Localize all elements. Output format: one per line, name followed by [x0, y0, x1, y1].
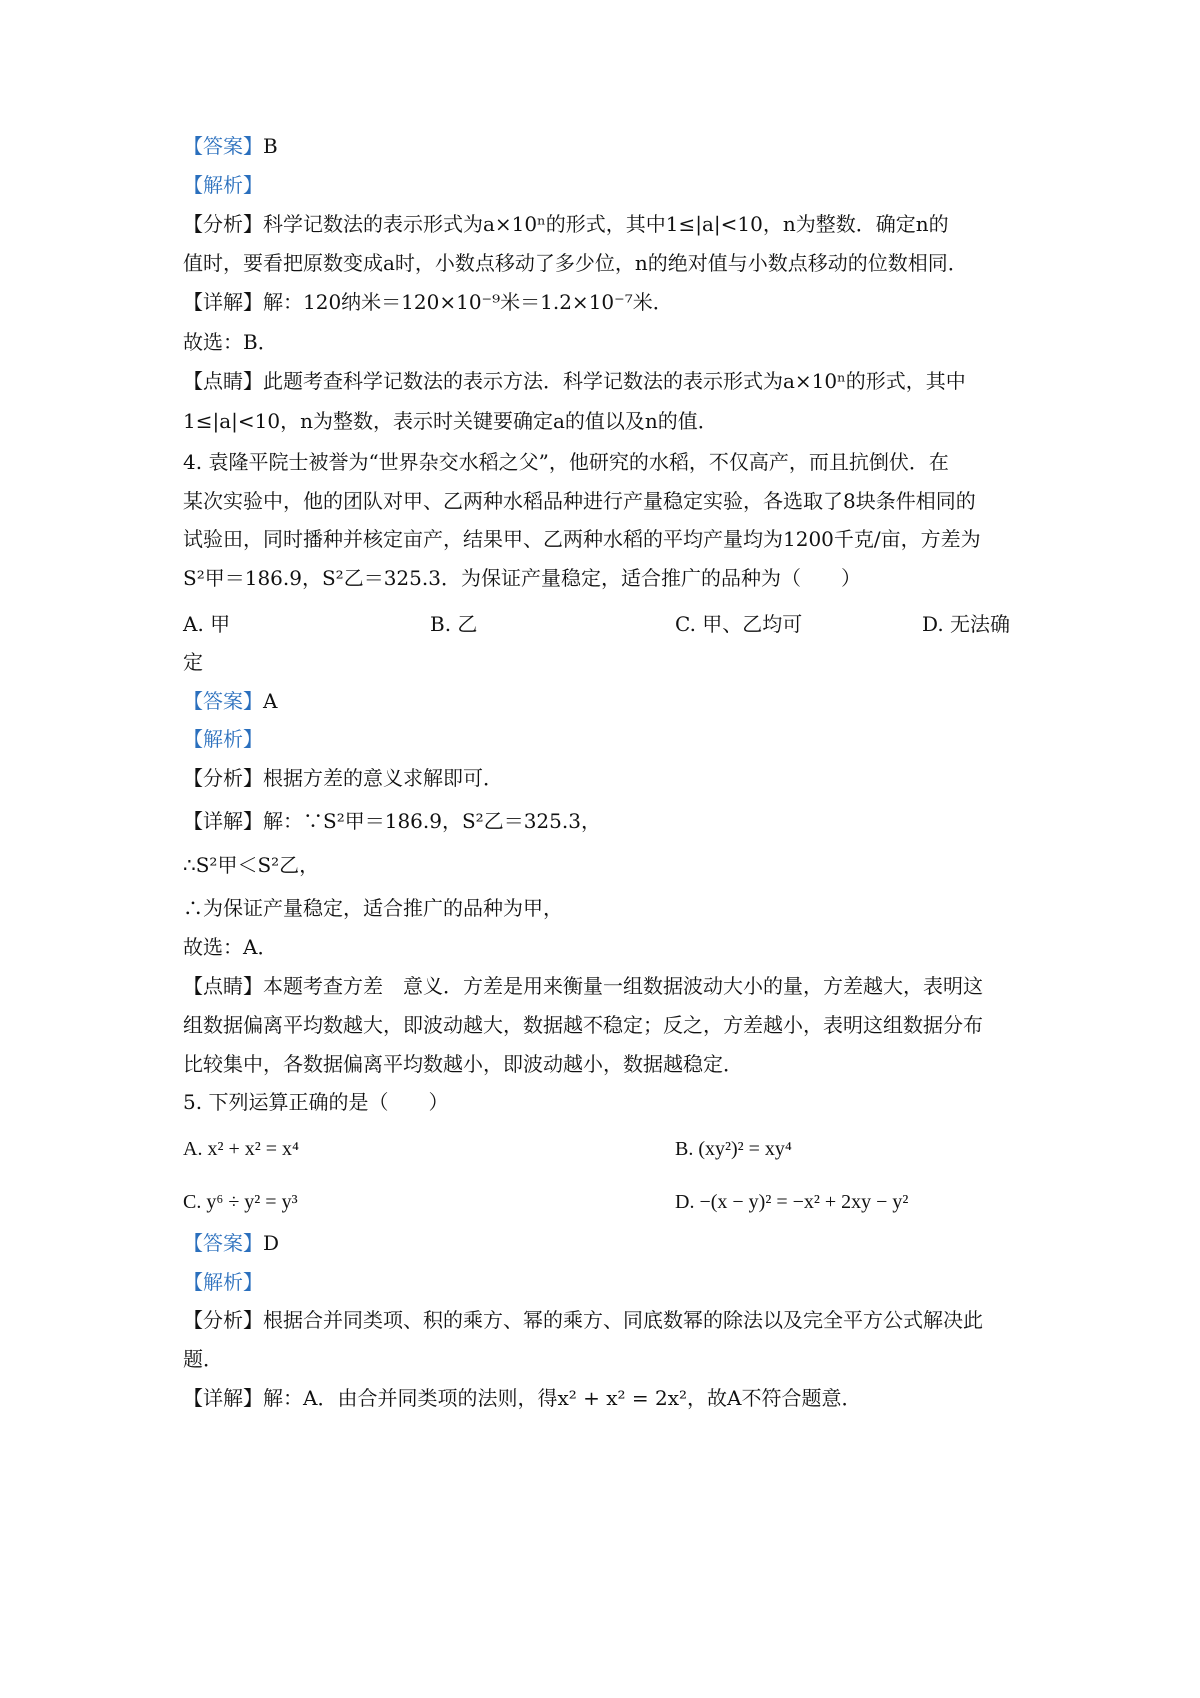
q5-analysis-tag: [183, 1267, 1033, 1297]
q5-option-d: D. −(x − y)² = −x² + 2xy − y²: [675, 1191, 909, 1213]
xiangjie-tag: 【详解】: [183, 809, 263, 833]
q5-fenxi-line1: [183, 1305, 1033, 1335]
q4-dianjing-line1: [183, 971, 1033, 1001]
q3-xiangjie: [183, 287, 1033, 317]
dianjing-text: 此题考查科学记数法的表示方法．科学记数法的表示形式为a×10ⁿ的形式，其中: [263, 369, 966, 393]
q3-dianjing-line2: 1≤|a|<10，n为整数，表示时关键要确定a的值以及n的值．: [183, 409, 718, 433]
fenxi-text: 根据合并同类项、积的乘方、幂的乘方、同底数幂的除法以及完全平方公式解决此: [263, 1308, 983, 1332]
answer-value: A: [263, 689, 278, 713]
q5-xiangjie: [183, 1383, 1033, 1413]
q3-fenxi-line1: [183, 209, 1033, 239]
q4-option-a: A. 甲: [183, 612, 231, 636]
q4-stem-line3: 试验田，同时播种并核定亩产，结果甲、乙两种水稻的平均产量均为1200千克/亩，方差为: [183, 527, 981, 551]
q5-stem: 5. 下列运算正确的是（ ）: [183, 1090, 449, 1114]
analysis-tag: 【解析】: [183, 1270, 263, 1294]
fenxi-text: 科学记数法的表示形式为a×10ⁿ的形式，其中1≤|a|<10，n为整数．确定n的: [263, 212, 949, 236]
xiangjie-text: 解：∵S²甲＝186.9，S²乙＝325.3，: [263, 809, 601, 833]
q4-guxuan: 故选：A．: [183, 935, 278, 959]
answer-tag: 【答案】: [183, 689, 263, 713]
q4-option-d-wrap: 定: [183, 650, 203, 674]
fenxi-text: 根据方差的意义求解即可．: [263, 766, 503, 790]
fenxi-tag: 【分析】: [183, 1308, 263, 1332]
q4-step2: ∴为保证产量稳定，适合推广的品种为甲，: [183, 896, 563, 920]
q3-answer-line: [183, 131, 1033, 161]
xiangjie-tag: 【详解】: [183, 290, 263, 314]
answer-value: D: [263, 1231, 280, 1255]
q5-option-a: A. x² + x² = x⁴: [183, 1138, 299, 1160]
q4-option-d: D. 无法确: [922, 612, 1011, 636]
analysis-tag: 【解析】: [183, 173, 263, 197]
xiangjie-tag: 【详解】: [183, 1386, 263, 1410]
q4-dianjing-line2: 组数据偏离平均数越大，即波动越大，数据越不稳定；反之，方差越小，表明这组数据分布: [183, 1013, 983, 1037]
q4-stem-line2: 某次实验中，他的团队对甲、乙两种水稻品种进行产量稳定实验，各选取了8块条件相同的: [183, 489, 976, 513]
q4-answer-line: [183, 686, 1033, 716]
q4-option-b: B. 乙: [430, 612, 478, 636]
q4-stem-line1: 4. 袁隆平院士被誉为“世界杂交水稻之父”，他研究的水稻，不仅高产，而且抗倒伏．在: [183, 450, 949, 474]
q3-guxuan: 故选：B．: [183, 330, 278, 354]
q5-option-b: B. (xy²)² = xy⁴: [675, 1138, 792, 1160]
q4-fenxi: [183, 763, 1033, 793]
q5-answer-line: [183, 1228, 1033, 1258]
answer-tag: 【答案】: [183, 134, 263, 158]
q5-fenxi-line2: 题．: [183, 1347, 223, 1371]
dianjing-tag: 【点睛】: [183, 369, 263, 393]
dianjing-text: 本题考查方差 意义．方差是用来衡量一组数据波动大小的量，方差越大，表明这: [263, 974, 983, 998]
q3-fenxi-line2: 值时，要看把原数变成a时，小数点移动了多少位，n的绝对值与小数点移动的位数相同．: [183, 251, 968, 275]
xiangjie-text: 解：120纳米＝120×10⁻⁹米＝1.2×10⁻⁷米．: [263, 290, 673, 314]
q4-xiangjie: [183, 806, 1033, 836]
answer-tag: 【答案】: [183, 1231, 263, 1255]
q4-option-c: C. 甲、乙均可: [675, 612, 803, 636]
q3-dianjing-line1: [183, 366, 1033, 396]
fenxi-tag: 【分析】: [183, 212, 263, 236]
q3-analysis-tag: [183, 170, 1033, 200]
q4-analysis-tag: [183, 724, 1033, 754]
q4-step1: ∴S²甲＜S²乙，: [183, 853, 320, 877]
answer-value: B: [263, 134, 278, 158]
xiangjie-text: 解：A．由合并同类项的法则，得x² + x² = 2x²，故A不符合题意．: [263, 1386, 862, 1410]
q5-option-c: C. y⁶ ÷ y² = y³: [183, 1191, 298, 1213]
q4-stem-line4: S²甲＝186.9，S²乙＝325.3．为保证产量稳定，适合推广的品种为（ ）: [183, 566, 861, 590]
q4-dianjing-line3: 比较集中，各数据偏离平均数越小，即波动越小，数据越稳定．: [183, 1052, 743, 1076]
fenxi-tag: 【分析】: [183, 766, 263, 790]
analysis-tag: 【解析】: [183, 727, 263, 751]
dianjing-tag: 【点睛】: [183, 974, 263, 998]
